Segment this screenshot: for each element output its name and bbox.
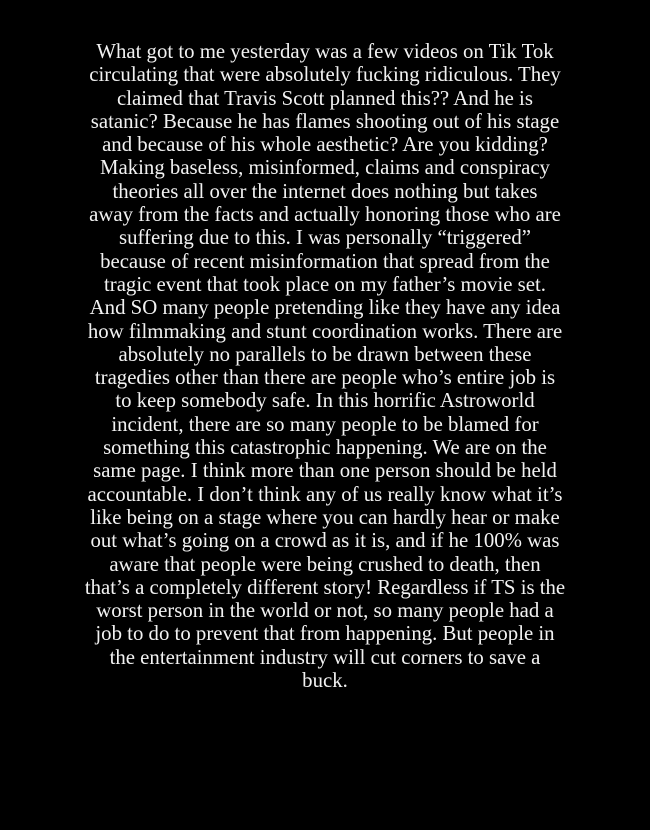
story-line: how filmmaking and stunt coordination works. There are [87,319,563,343]
story-line: incident, there are so many people to be blamed for [111,412,539,436]
story-line: claimed that Travis Scott planned this?? And he is [117,86,533,110]
story-line: satanic? Because he has flames shooting out of his stage [90,109,560,133]
story-line: the entertainment industry will cut corners to save a [109,645,541,669]
story-line: to keep somebody safe. In this horrific Astroworld [115,389,535,413]
story-line: absolutely no parallels to be drawn between these [118,342,532,366]
story-line: accountable. I don’t think any of us really know what it’s [87,482,563,506]
story-line: circulating that were absolutely fucking ridiculous. They [89,63,561,87]
story-line: theories all over the internet does nothing but takes [112,179,538,203]
story-line: And SO many people pretending like they have any idea [89,296,561,320]
story-line: that’s a completely different story! Regardless if TS is the [84,575,566,599]
story-line: like being on a stage where you can hardly hear or make [90,505,560,529]
story-line: same page. I think more than one person should be held [93,459,557,483]
story-line: away from the facts and actually honoring those who are [89,203,561,227]
story-line: because of recent misinformation that spread from the [100,249,550,273]
story-line: aware that people were being crushed to death, then [109,552,541,576]
story-line: tragedies other than there are people who’s entire job is [94,366,556,390]
story-line: something this catastrophic happening. We are on the [103,436,547,460]
story-line: What got to me yesterday was a few videos on Tik Tok [96,40,554,63]
story-line: tragic event that took place on my father’s movie set. [104,272,546,296]
story-line: job to do to prevent that from happening. But people in [95,622,555,646]
story-text [25,40,625,692]
story-line: buck. [302,669,348,693]
story-line: and because of his whole aesthetic? Are you kidding? [102,133,548,157]
story-line: Making baseless, misinformed, claims and conspiracy [100,156,550,180]
story-line: worst person in the world or not, so many people had a [96,599,554,623]
story-line: out what’s going on a crowd as it is, and if he 100% was [90,529,560,553]
story-line: suffering due to this. I was personally “triggered” [119,226,531,250]
